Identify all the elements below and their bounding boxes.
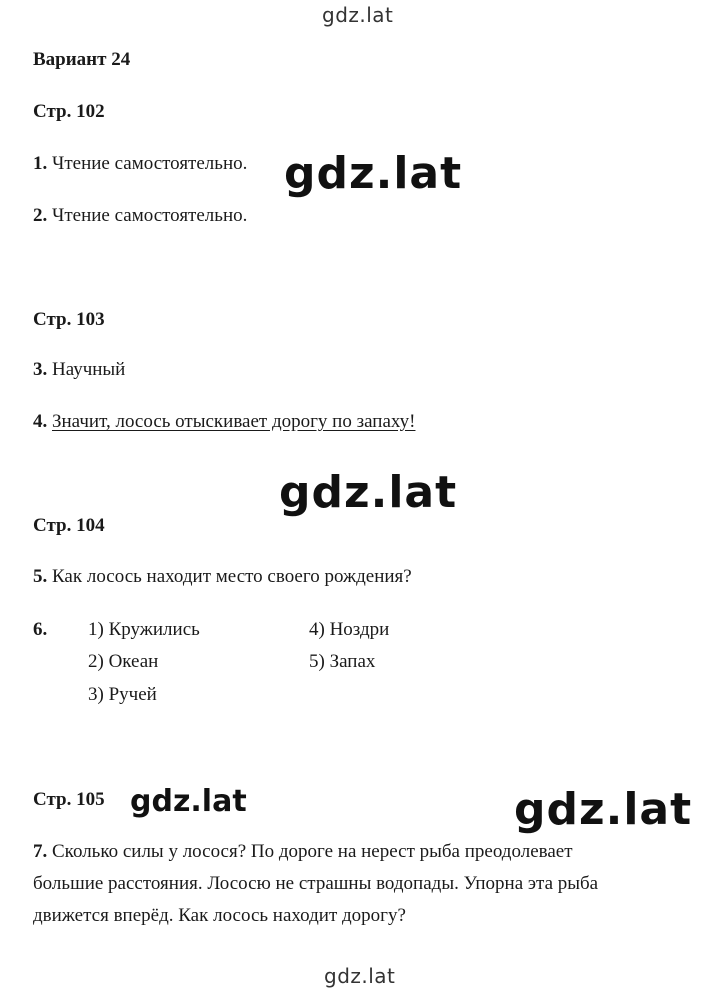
answer-text: Чтение самостоятельно. <box>52 205 248 226</box>
section-heading-102: Стр. 102 <box>33 101 105 122</box>
answer-number: 4. <box>33 411 48 432</box>
answer-4 <box>33 411 415 433</box>
watermark-right: gdz.lat <box>514 784 693 835</box>
answer-6-item-2: 2) Океан <box>88 651 159 672</box>
watermark-bottom: gdz.lat <box>324 964 396 988</box>
watermark-medium: gdz.lat <box>130 784 247 819</box>
section-heading-103: Стр. 103 <box>33 309 105 330</box>
answer-6-item-5: 5) Запах <box>309 651 376 672</box>
watermark-large-2: gdz.lat <box>279 467 458 518</box>
answer-6-item-4: 4) Ноздри <box>309 619 390 640</box>
answer-7-line-1 <box>33 841 573 863</box>
answer-6-number <box>33 619 47 641</box>
watermark-large-1: gdz.lat <box>284 148 463 199</box>
answer-5 <box>33 566 412 588</box>
answer-text: Сколько силы у лосося? По дороге на нерест рыба преодолевает <box>52 841 573 862</box>
answer-7-line-2: большие расстояния. Лососю не страшны водопады. Упорна эта рыба <box>33 873 599 894</box>
answer-6-item-1: 1) Кружились <box>88 619 200 640</box>
answer-7-line-3: движется вперёд. Как лосось находит дорогу? <box>33 905 406 926</box>
page-title: Вариант 24 <box>33 49 131 70</box>
answer-text: Чтение самостоятельно. <box>52 153 248 174</box>
answer-2 <box>33 205 247 227</box>
answer-text-underlined: Значит, лосось отыскивает дорогу по запаху! <box>52 411 416 432</box>
answer-6-item-3: 3) Ручей <box>88 684 157 705</box>
answer-number: 3. <box>33 359 48 380</box>
answer-text: Как лосось находит место своего рождения? <box>52 566 412 587</box>
answer-number: 2. <box>33 205 48 226</box>
answer-number: 5. <box>33 566 48 587</box>
answer-text: Научный <box>52 359 126 380</box>
answer-1 <box>33 153 247 175</box>
watermark-top: gdz.lat <box>322 3 394 27</box>
section-heading-105: Стр. 105 <box>33 789 105 810</box>
answer-number: 1. <box>33 153 48 174</box>
answer-number: 7. <box>33 841 48 862</box>
answer-number: 6. <box>33 619 48 640</box>
section-heading-104: Стр. 104 <box>33 515 105 536</box>
answer-3 <box>33 359 125 381</box>
